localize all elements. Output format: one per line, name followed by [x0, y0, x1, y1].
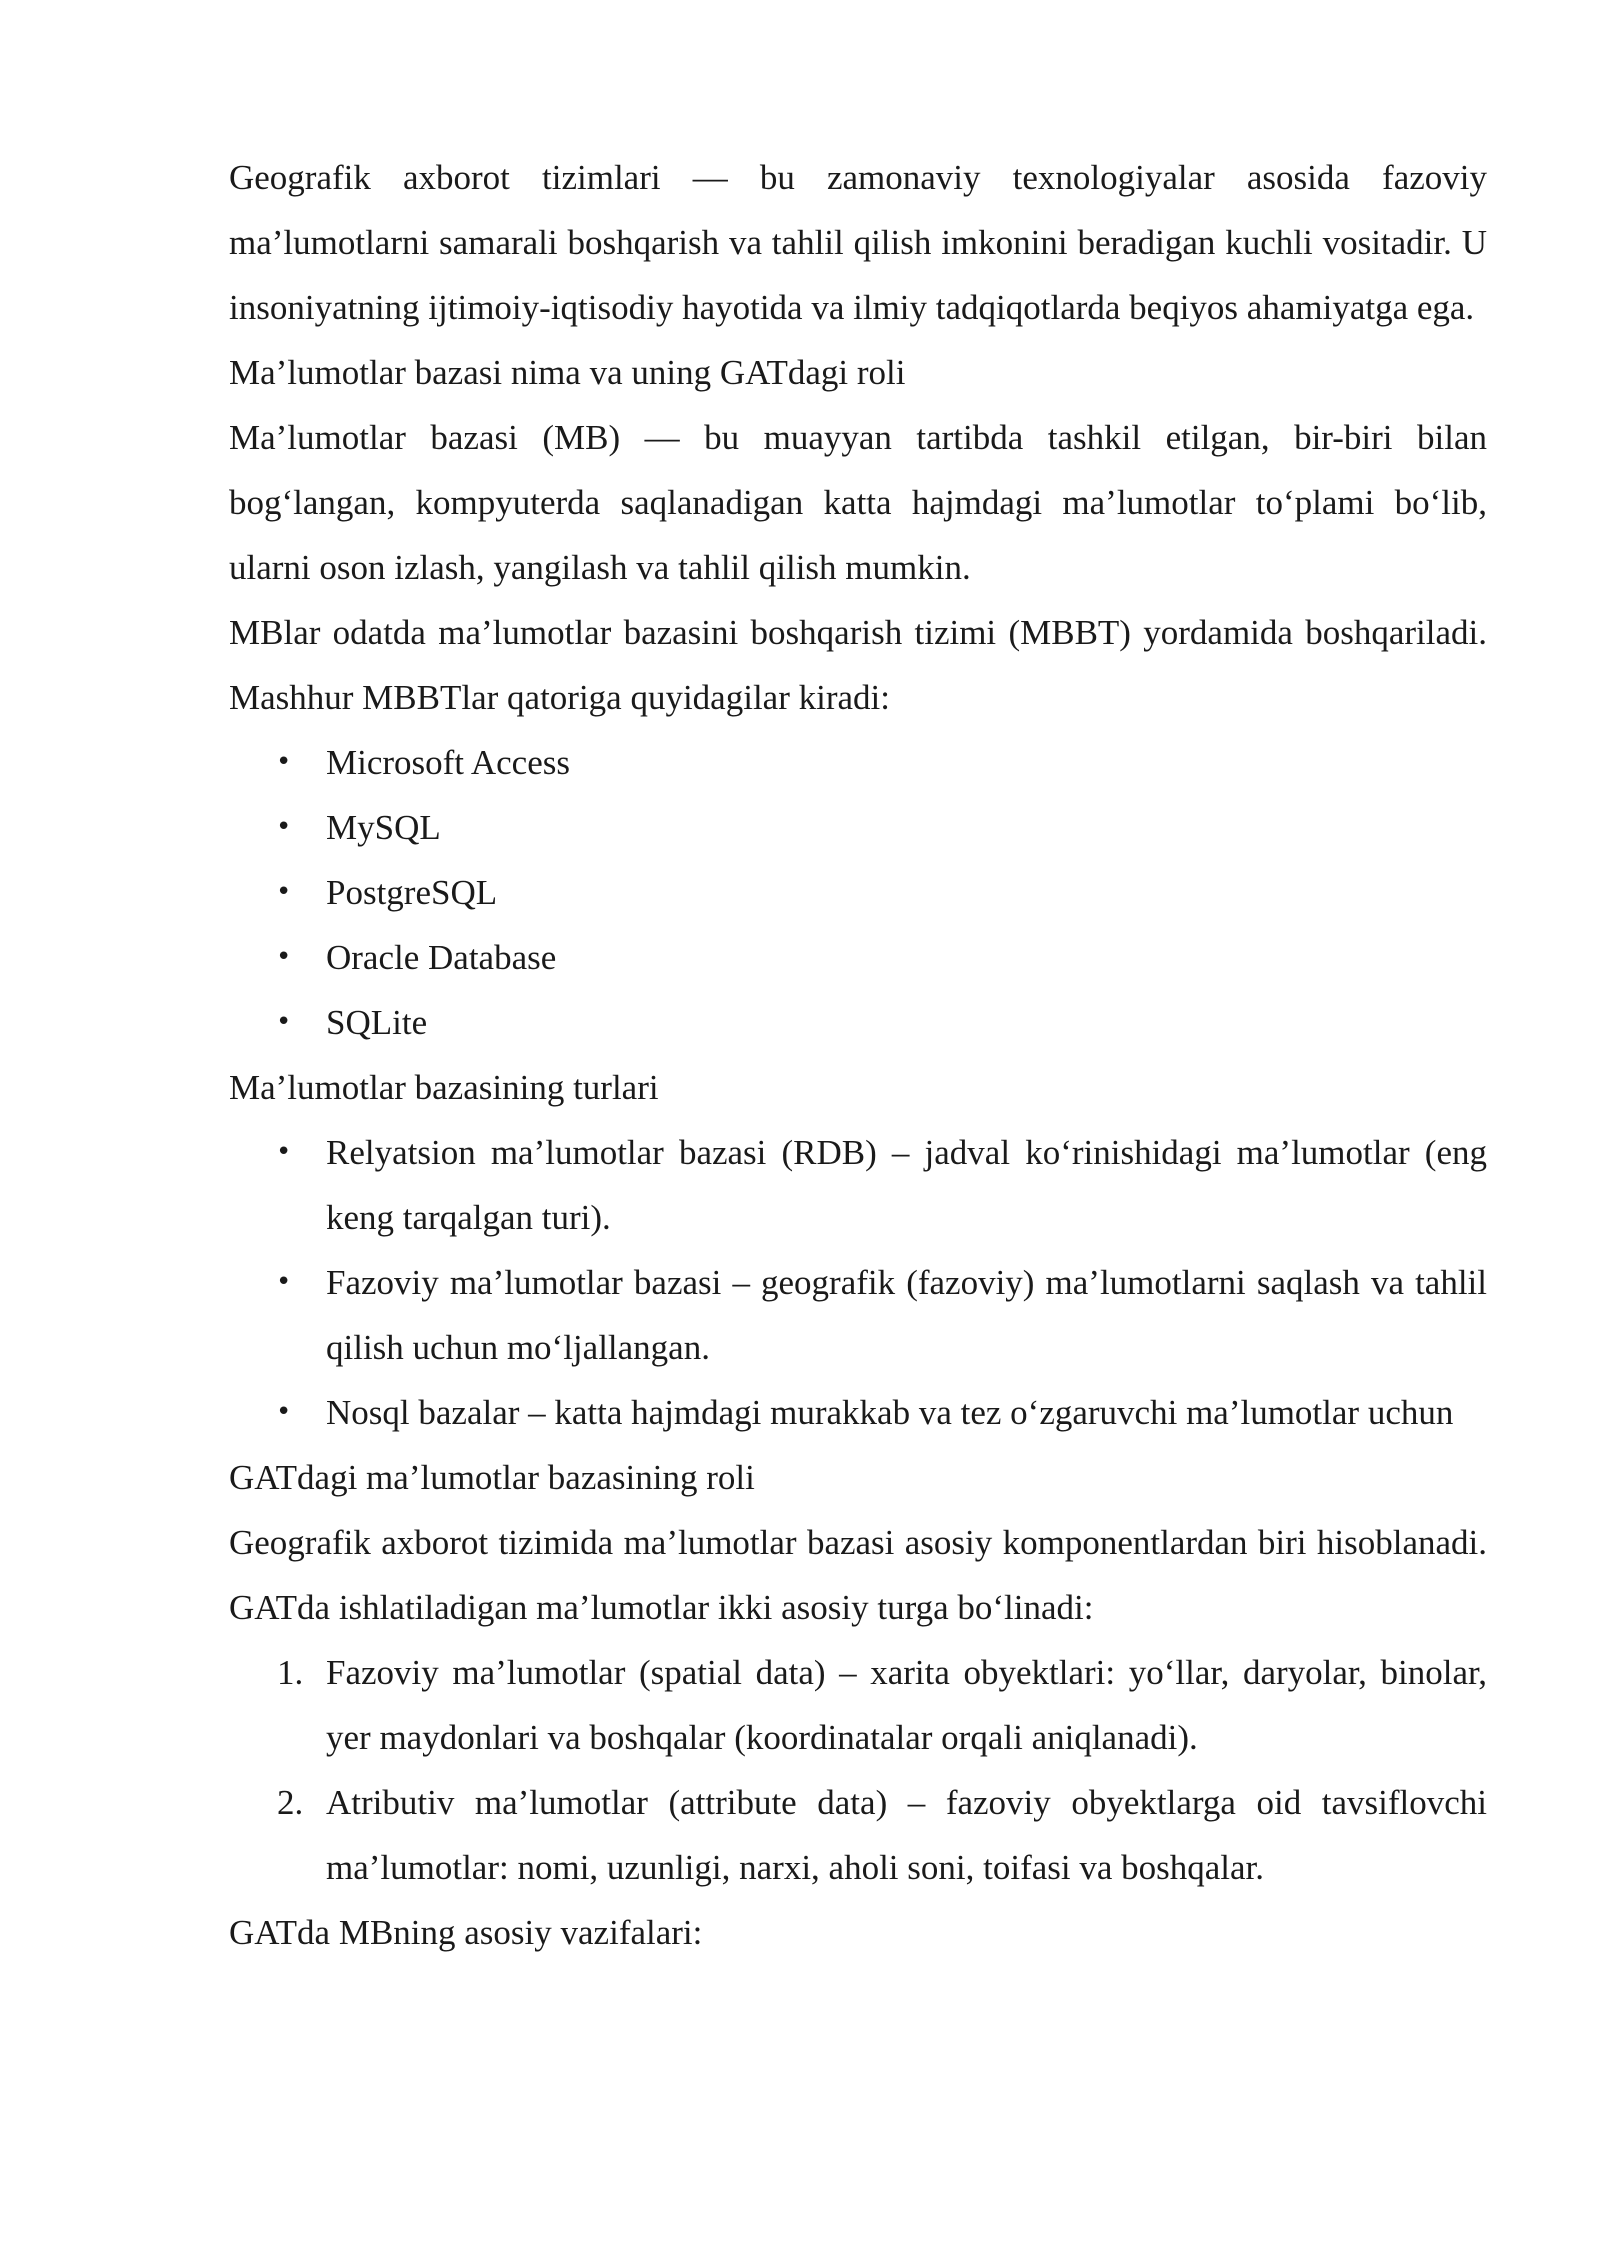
list-item — [229, 1770, 1487, 1900]
bullet-icon: • — [276, 877, 292, 907]
dbms-list — [229, 730, 1487, 1055]
bullet-icon: • — [276, 812, 292, 842]
bullet-icon: • — [276, 1267, 292, 1297]
dbms-item-label: Oracle Database — [326, 938, 557, 977]
list-item — [229, 1120, 1487, 1250]
bullet-icon: • — [276, 1007, 292, 1037]
heading-types: Ma’lumotlar bazasining turlari — [229, 1068, 659, 1107]
types-list — [229, 1120, 1487, 1445]
list-item — [229, 730, 1487, 795]
data-kinds-list — [229, 1640, 1487, 1900]
type-item-text: Nosql bazalar – katta hajmdagi murakkab va tez o‘zgaruvchi ma’lumotlar uchun — [326, 1393, 1454, 1432]
heading-tasks: GATda MBning asosiy vazifalari: — [229, 1913, 703, 1952]
list-item — [229, 795, 1487, 860]
bullet-icon: • — [276, 1137, 292, 1167]
list-item — [229, 1250, 1487, 1380]
dbms-intro-paragraph: MBlar odatda ma’lumotlar bazasini boshqarish tizimi (MBBT) yordamida boshqariladi. Mashhur MBBTlar qatoriga quyidagilar kiradi: — [229, 613, 1487, 717]
list-item — [229, 860, 1487, 925]
bullet-icon: • — [276, 942, 292, 972]
bullet-icon: • — [276, 747, 292, 777]
dbms-item-label: PostgreSQL — [326, 873, 498, 912]
type-item-text: Relyatsion ma’lumotlar bazasi (RDB) – jadval ko‘rinishidagi ma’lumotlar (eng keng tarqalgan turi). — [326, 1133, 1487, 1237]
list-item — [229, 925, 1487, 990]
data-kind-text: Fazoviy ma’lumotlar (spatial data) – xarita obyektlari: yo‘llar, daryolar, binolar, yer maydonlari va boshqalar (koordinatalar orqali aniqlanadi). — [326, 1653, 1487, 1757]
list-item — [229, 990, 1487, 1055]
list-number: 2. — [277, 1783, 304, 1822]
document-page — [229, 145, 1487, 1965]
dbms-item-label: SQLite — [326, 1003, 428, 1042]
dbms-item-label: MySQL — [326, 808, 441, 847]
intro-paragraph: Geografik axborot tizimlari — bu zamonaviy texnologiyalar asosida fazoviy ma’lumotlarni samarali boshqarish va tahlil qilish imkonini beradigan kuchli vositadir. U insoniyatning ijtimoiy-iqtisodiy hayotida va ilmiy tadqiqotlarda beqiyos ahamiyatga ega. — [229, 158, 1487, 327]
heading-gat-role: GATdagi ma’lumotlar bazasining roli — [229, 1458, 755, 1497]
list-item — [229, 1380, 1487, 1445]
list-item — [229, 1640, 1487, 1770]
bullet-icon: • — [276, 1397, 292, 1427]
db-definition-paragraph: Ma’lumotlar bazasi (MB) — bu muayyan tartibda tashkil etilgan, bir-biri bilan bog‘langan, kompyuterda saqlanadigan katta hajmdagi ma’lumotlar to‘plami bo‘lib, ularni oson izlash, yangilash va tahlil qilish mumkin. — [229, 418, 1487, 587]
type-item-text: Fazoviy ma’lumotlar bazasi – geografik (fazoviy) ma’lumotlarni saqlash va tahlil qilish uchun mo‘ljallangan. — [326, 1263, 1487, 1367]
list-number: 1. — [277, 1653, 304, 1692]
dbms-item-label: Microsoft Access — [326, 743, 570, 782]
data-kind-text: Atributiv ma’lumotlar (attribute data) – fazoviy obyektlarga oid tavsiflovchi ma’lumotlar: nomi, uzunligi, narxi, aholi soni, toifasi va boshqalar. — [326, 1783, 1487, 1887]
gat-intro-paragraph: Geografik axborot tizimida ma’lumotlar bazasi asosiy komponentlardan biri hisoblanadi. GATda ishlatiladigan ma’lumotlar ikki asosiy turga bo‘linadi: — [229, 1523, 1487, 1627]
heading-db-role: Ma’lumotlar bazasi nima va uning GATdagi roli — [229, 353, 906, 392]
